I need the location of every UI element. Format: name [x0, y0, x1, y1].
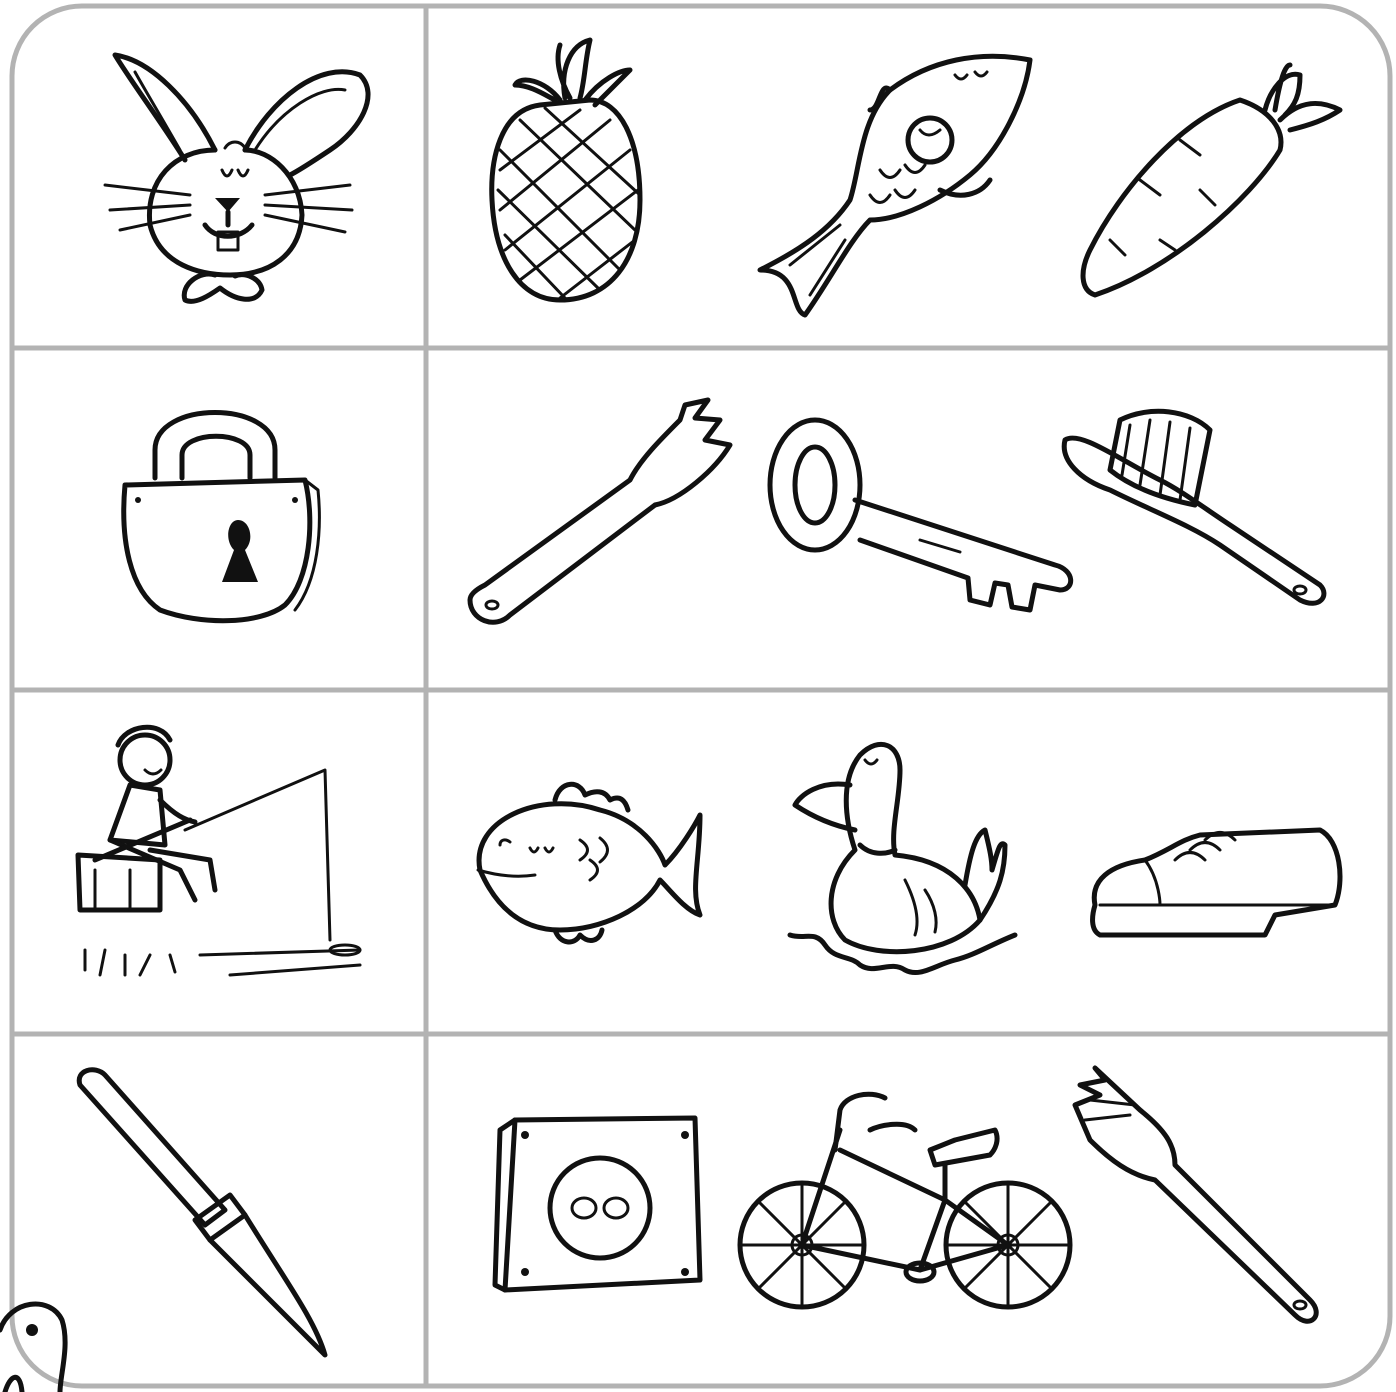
knife-picture[interactable] — [79, 1070, 325, 1355]
fork-picture[interactable] — [1075, 1068, 1316, 1321]
pineapple-picture[interactable] — [492, 40, 640, 300]
fish-picture[interactable] — [478, 784, 700, 942]
toothbrush-picture[interactable] — [1064, 411, 1324, 603]
fork-picture[interactable] — [470, 400, 730, 622]
fish-picture[interactable] — [760, 56, 1030, 315]
fishing-boy-picture[interactable] — [78, 727, 360, 975]
rabbit-picture[interactable] — [105, 55, 368, 301]
key-picture[interactable] — [770, 420, 1071, 610]
worksheet-grid — [12, 6, 1390, 1386]
padlock-picture[interactable] — [124, 413, 320, 621]
bicycle-picture[interactable] — [740, 1094, 1070, 1307]
duck-picture[interactable] — [790, 744, 1015, 972]
shoe-picture[interactable] — [1093, 830, 1340, 935]
electrical-socket-picture[interactable] — [495, 1118, 700, 1290]
carrot-picture[interactable] — [1083, 65, 1340, 295]
